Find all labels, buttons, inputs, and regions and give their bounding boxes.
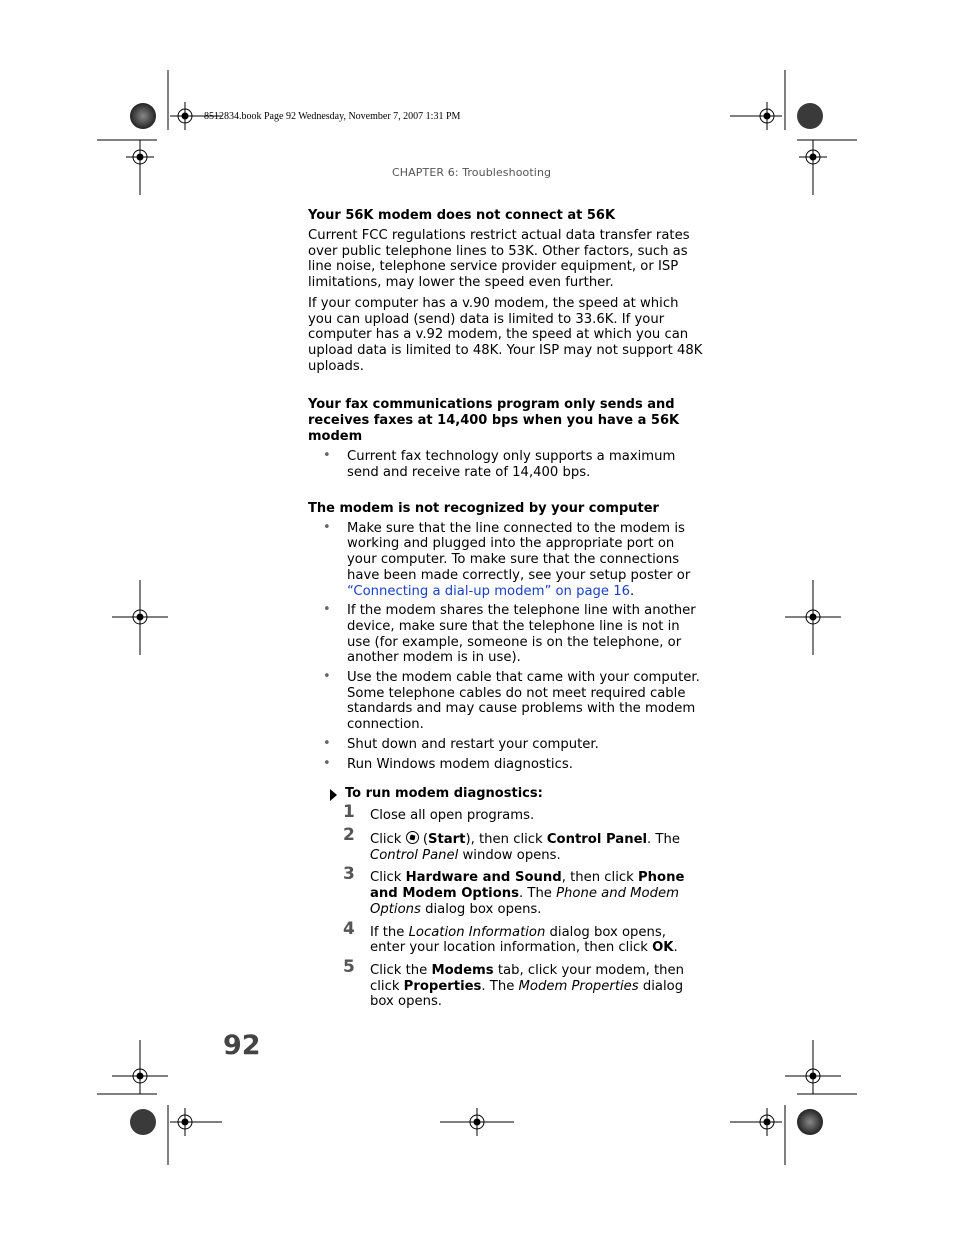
- procedure-heading: To run modem diagnostics:: [330, 786, 704, 802]
- section-heading: Your 56K modem does not connect at 56K: [308, 208, 616, 223]
- step-number: 5: [343, 956, 355, 977]
- paragraph: If your computer has a v.90 modem, the speed at which you can upload (send) data is limited to 33.6K. If your computer has a v.92 modem, the speed at which you can upload data is limited to 48K. Your ISP may not support 48K uploads.: [308, 295, 703, 374]
- bullet-list: [308, 449, 704, 480]
- step-number: 1: [343, 802, 355, 823]
- triangle-arrow-icon: [330, 789, 337, 801]
- page-number: 92: [223, 1030, 261, 1061]
- step-number: 2: [343, 824, 355, 845]
- bullet-icon: •: [323, 519, 331, 535]
- page-content: [308, 208, 704, 1017]
- bullet-list: [308, 521, 704, 773]
- print-slug: 8512834.book Page 92 Wednesday, November 7, 2007 1:31 PM: [204, 111, 461, 122]
- step-item: 4 If the Location Information dialog box opens, enter your location information, then click OK.: [343, 918, 678, 956]
- bullet-icon: •: [323, 735, 331, 751]
- step-item: 2 Click (Start), then click Control Panel. The Control Panel window opens.: [343, 824, 680, 863]
- step-item: 5 Click the Modems tab, click your modem, then click Properties. The Modem Properties dialog box opens.: [343, 956, 684, 1010]
- bullet-icon: •: [323, 602, 331, 618]
- bullet-icon: •: [323, 669, 331, 685]
- list-item: • Use the modem cable that came with your computer. Some telephone cables do not meet required cable standards and may cause problems with the modem connection.: [323, 669, 700, 733]
- step-item: 3 Click Hardware and Sound, then click Phone and Modem Options. The Phone and Modem Options dialog box opens.: [343, 864, 685, 917]
- section-heading: Your fax communications program only sends and receives faxes at 14,400 bps when you have a 56K modem: [308, 397, 680, 445]
- bullet-icon: •: [323, 755, 331, 771]
- list-item: • Make sure that the line connected to the modem is working and plugged into the appropriate port on your computer. To make sure that the connections have been made correctly, see your setup poster or “Connecting a dial-up modem” on page 16.: [323, 519, 691, 599]
- bullet-icon: •: [323, 448, 331, 464]
- section-heading: The modem is not recognized by your computer: [308, 500, 659, 516]
- paragraph: Current FCC regulations restrict actual data transfer rates over public telephone lines to 53K. Other factors, such as line noise, telephone service provider equipment, or ISP limitations, may lower the speed even further.: [308, 228, 690, 291]
- step-list: [308, 802, 704, 1010]
- windows-start-icon: [406, 831, 419, 844]
- cross-reference-link[interactable]: “Connecting a dial-up modem” on page 16: [347, 583, 631, 599]
- step-number: 4: [343, 918, 355, 939]
- running-head: CHAPTER 6: Troubleshooting: [392, 166, 552, 179]
- list-item: • Run Windows modem diagnostics.: [323, 755, 573, 772]
- list-item: • Shut down and restart your computer.: [323, 735, 599, 752]
- list-item: • If the modem shares the telephone line with another device, make sure that the telephone line is not in use (for example, someone is on the telephone, or another modem is in use).: [323, 602, 696, 666]
- list-item: • Current fax technology only supports a maximum send and receive rate of 14,400 bps.: [323, 448, 676, 481]
- step-number: 3: [343, 864, 355, 885]
- step-item: 1 Close all open programs.: [343, 802, 535, 824]
